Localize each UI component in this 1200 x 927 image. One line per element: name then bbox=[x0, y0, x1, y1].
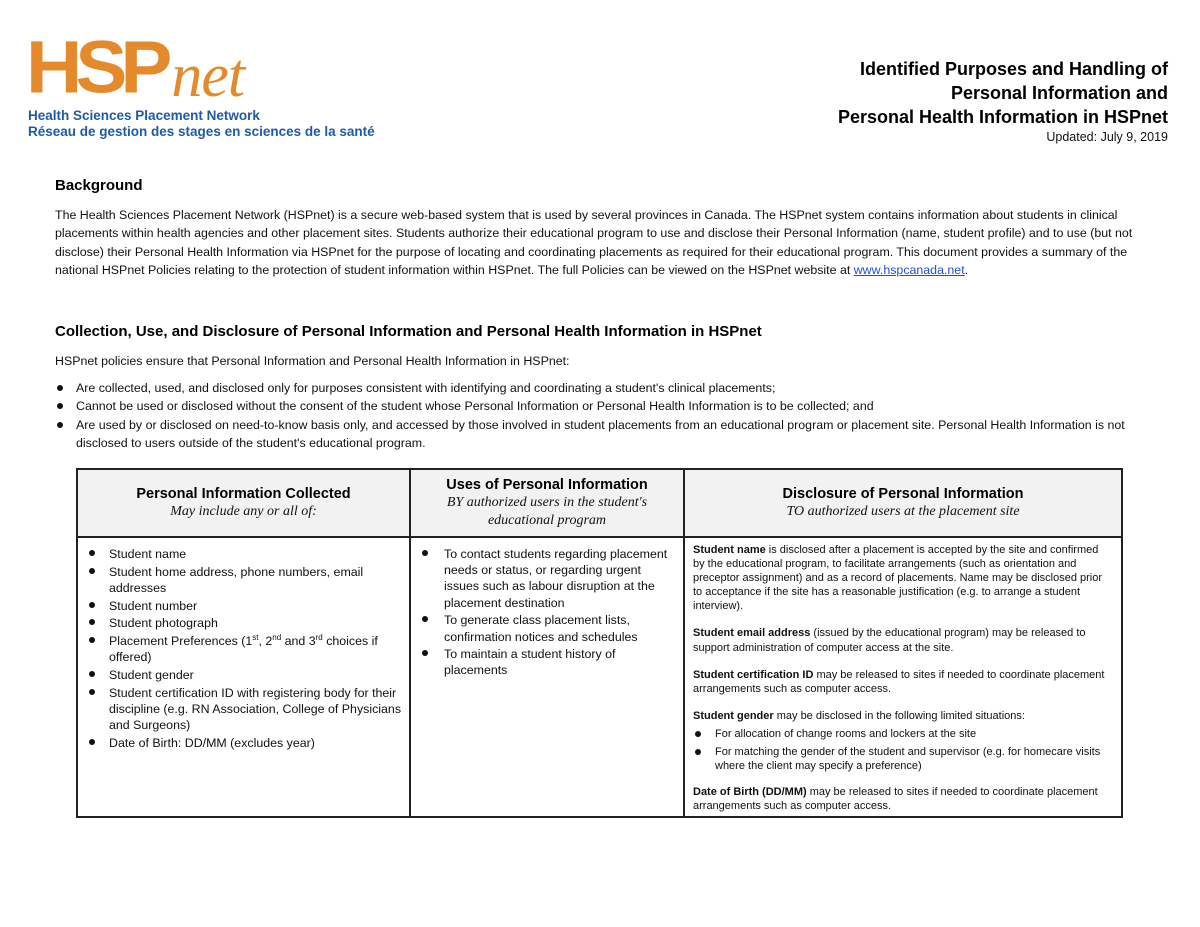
logo-wordmark bbox=[26, 25, 245, 110]
disclosure-gender-label: Student gender bbox=[693, 709, 774, 722]
disclosure-column bbox=[685, 470, 1121, 816]
pref-text-a: Placement Preferences (1 bbox=[109, 634, 253, 649]
logo-net-text: net bbox=[171, 42, 245, 110]
list-item: Are used by or disclosed on need-to-know basis only, and accessed by those involved in student placements from an educational program or placement site. Personal Health Information is not disclosed to users outside of the student's educational program. bbox=[55, 416, 1135, 453]
pref-text-d: choices if offered) bbox=[109, 634, 378, 665]
disclosure-gender-text: may be disclosed in the following limited situations: bbox=[773, 709, 1025, 722]
collected-list bbox=[86, 546, 401, 752]
list-item: Cannot be used or disclosed without the consent of the student whose Personal Information or Personal Health Information is to be collected; and bbox=[55, 397, 1135, 415]
collected-column bbox=[78, 470, 411, 816]
title-line-1: Identified Purposes and Handling of bbox=[859, 59, 1168, 79]
pref-sup-2: nd bbox=[272, 632, 282, 642]
list-item: For allocation of change rooms and lockers at the site bbox=[693, 727, 1111, 741]
disclosure-name-label: Student name bbox=[693, 544, 766, 556]
pref-sup-1: st bbox=[252, 632, 259, 642]
background-heading: Background bbox=[55, 177, 143, 194]
collected-header bbox=[78, 470, 409, 538]
disclosure-dob bbox=[693, 785, 1111, 813]
uses-header-subtitle: BY authorized users in the student's educational program bbox=[446, 495, 648, 528]
disclosure-email-text: (issued by the educational program) may be released to support administration of computer access at the site. bbox=[693, 627, 1086, 654]
list-item: Are collected, used, and disclosed only for purposes consistent with identifying and coordinating a student's clinical placements; bbox=[55, 379, 1135, 397]
list-item: Student gender bbox=[86, 667, 401, 683]
list-item: Student certification ID with registering body for their discipline (e.g. RN Association, College of Physicians and Surgeons) bbox=[86, 685, 401, 734]
uses-header-title: Uses of Personal Information bbox=[446, 477, 648, 493]
collected-header-subtitle: May include any or all of: bbox=[170, 504, 317, 519]
uses-list bbox=[419, 546, 675, 680]
disclosure-gender bbox=[693, 709, 1111, 723]
disclosure-certification bbox=[693, 668, 1111, 696]
background-text: The Health Sciences Placement Network (HSPnet) is a secure web-based system that is used by several provinces in Canada. The HSPnet system contains information about students in clinical placements within health agencies and other placement sites. Students authorize their educational program to use and disclose their Personal Information (name, student profile) and to use (but not disclose) their Personal Health Information via HSPnet for the purpose of locating and coordinating placements as required for their educational program. This document provides a summary of the national HSPnet Policies relating to the protection of student information within HSPnet. The full Policies can be viewed on the HSPnet website at bbox=[55, 208, 1133, 278]
disclosure-name-text: is disclosed after a placement is accepted by the site and confirmed by the educational program, to facilitate arrangements (such as orientation and preceptor assignment) and as a record of placements. Name may be disclosed prior to acceptance if the site has a reasonable justification (e.g. to arrange a student interview). bbox=[693, 544, 1103, 613]
background-paragraph bbox=[55, 206, 1135, 280]
disclosure-content bbox=[693, 543, 1111, 813]
list-item: For matching the gender of the student and supervisor (e.g. for homecare visits where the client may specify a preference) bbox=[693, 745, 1111, 773]
disclosure-name bbox=[693, 543, 1111, 613]
list-item: Date of Birth: DD/MM (excludes year) bbox=[86, 735, 401, 751]
uses-header bbox=[411, 470, 683, 538]
gender-situations-list bbox=[693, 727, 1111, 773]
pref-text-b: , 2 bbox=[258, 634, 273, 649]
collected-header-title: Personal Information Collected bbox=[136, 486, 351, 502]
list-item: Student home address, phone numbers, email addresses bbox=[86, 564, 401, 596]
uses-column bbox=[411, 470, 685, 816]
hspnet-logo bbox=[26, 25, 386, 140]
logo-name-en: Health Sciences Placement Network bbox=[28, 108, 260, 123]
disclosure-certification-text: may be released to sites if needed to coordinate placement arrangements such as computer access. bbox=[693, 668, 1105, 695]
pref-sup-3: rd bbox=[315, 632, 323, 642]
disclosure-header bbox=[685, 470, 1121, 538]
disclosure-dob-text: may be released to sites if needed to coordinate placement arrangements such as computer access. bbox=[693, 786, 1098, 813]
disclosure-header-title: Disclosure of Personal Information bbox=[782, 486, 1024, 502]
title-line-3: Personal Health Information in HSPnet bbox=[837, 107, 1168, 127]
policy-bullet-list bbox=[55, 379, 1135, 453]
title-line-2: Personal Information and bbox=[950, 83, 1168, 103]
logo-name-fr: Réseau de gestion des stages en sciences de la santé bbox=[28, 124, 375, 139]
disclosure-certification-label: Student certification ID bbox=[693, 668, 814, 681]
list-item: To generate class placement lists, confirmation notices and schedules bbox=[419, 612, 675, 644]
disclosure-dob-label: Date of Birth (DD/MM) bbox=[693, 786, 807, 799]
list-item: To contact students regarding placement needs or status, or regarding urgent issues such as labour disruption at the placement destination bbox=[419, 546, 675, 611]
list-item: Student name bbox=[86, 546, 401, 562]
list-item-placement-preferences bbox=[86, 633, 401, 665]
collection-heading: Collection, Use, and Disclosure of Personal Information and Personal Health Information in HSPnet bbox=[55, 323, 762, 340]
list-item: Student photograph bbox=[86, 615, 401, 631]
updated-label: Updated: bbox=[1046, 130, 1098, 144]
disclosure-header-subtitle: TO authorized users at the placement site bbox=[786, 504, 1020, 519]
updated-value: July 9, 2019 bbox=[1100, 130, 1168, 144]
document-title bbox=[648, 57, 1168, 145]
collection-intro: HSPnet policies ensure that Personal Information and Personal Health Information in HSPnet: bbox=[55, 354, 570, 368]
list-item: Student number bbox=[86, 598, 401, 614]
updated-date bbox=[648, 129, 1168, 145]
logo-hsp-text: HSP bbox=[26, 25, 166, 109]
background-text-end: . bbox=[964, 263, 969, 278]
list-item: To maintain a student history of placements bbox=[419, 646, 675, 678]
hspcanada-link[interactable]: www.hspcanada.net bbox=[853, 263, 965, 278]
pref-text-c: and 3 bbox=[281, 634, 316, 649]
information-table bbox=[76, 468, 1123, 818]
disclosure-email-label: Student email address bbox=[693, 627, 811, 640]
disclosure-email bbox=[693, 626, 1111, 654]
